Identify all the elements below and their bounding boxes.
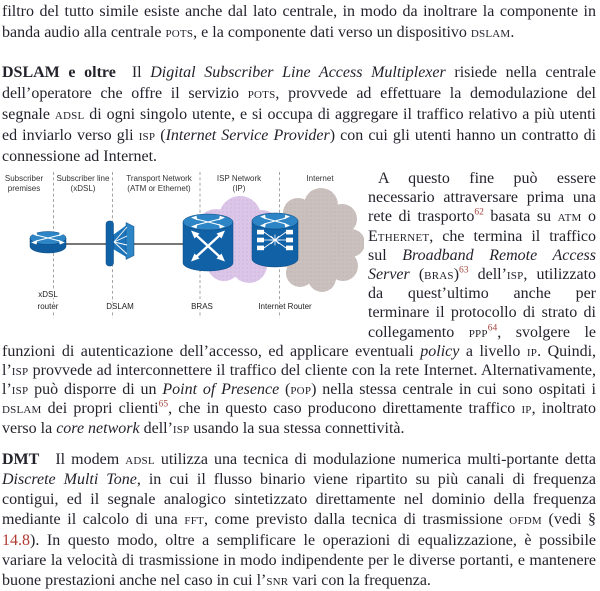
region-label-internet: Internet: [306, 174, 334, 183]
region-label-isp-network: ISP Network: [216, 174, 262, 183]
paragraph-intro: filtro del tutto simile esiste anche dal lato centrale, in modo da inoltrare la componente in banda audio alla centrale pots, e la componente dati verso un dispositivo dslam.: [2, 3, 596, 41]
region-label-subscriber-premises-2: premises: [7, 184, 41, 193]
region-label-transport-network: Transport Network: [126, 174, 192, 183]
region-label-transport-network-2: (ATM or Ethernet): [127, 184, 191, 193]
region-label-subscriber-line-2: (xDSL): [70, 184, 96, 193]
paragraph-transport-bras: A questo fine può essere necessario attraversare prima una rete di trasporto$^{62}$ basata su atm o Ethernet, che termina il traffico sul Broadband Remote Access Server (bras)$^{63}$ dell’isp, utilizzato da quest’ultimo anche per terminare il protocollo di strato di collegamento ppp$^{64}$, svolgere le funzioni di autenticazione dell’accesso, ed applicare eventuali policy a livello ip. Quindi, l’isp provvede ad interconnettere il traffico del cliente con la rete Internet. Alternativamente, l’isp può disporre di un Point of Presence (pop) nella stessa centrale in cui sono ospitati i dslam dei propri clienti$^{65}$, che in questo caso producono direttamente traffico ip, inoltrato verso la core network dell’isp usando la sua stessa connettività.: [2, 170, 597, 437]
footnote-ref[interactable]: 62: [474, 208, 484, 219]
footnote-ref[interactable]: 64: [487, 323, 498, 334]
footnote-ref[interactable]: 63: [459, 265, 469, 276]
xdsl-router-icon: [30, 232, 66, 254]
paragraph-dmt: DMT Il modem adsl utilizza una tecnica di modulazione numerica multi-portante detta Discrete Multi Tone, in cui il flusso binario viene ripartito su più canali di frequenza contigui, ed il segnale analogico sintetizzato direttamente nel dominio della frequenza mediante il calcolo di una fft, come previsto dalla tecnica di trasmissione ofdm (vedi § 14.8). In questo modo, oltre a semplificare le operazioni di equalizzazione, è possibile variare la velocità di trasmissione in modo indipendente per le diverse portanti, e mantenere buone prestazioni anche nel caso in cui l’snr vari con la frequenza.: [2, 450, 597, 590]
paragraph-dslam-e-oltre: DSLAM e oltre Il Digital Subscriber Line Access Multiplexer risiede nella centrale dell’operatore che offre il servizio pots, provvede ad effettuare la demodulazione del segnale adsl di ogni singolo utente, e si occupa di aggregare il traffico relativo a più utenti ed inviarlo verso gli isp (Internet Service Provider) con cui gli utenti hanno un contratto di connessione ad Internet.: [2, 64, 597, 165]
node-label-xdsl-router: router: [37, 302, 59, 311]
section-link[interactable]: 14.8: [2, 531, 30, 549]
node-label-bras: BRAS: [191, 302, 213, 311]
node-label-xdsl: xDSL: [38, 290, 58, 299]
region-label-subscriber-premises: Subscriber: [4, 174, 44, 183]
region-label-isp-network-2: (IP): [232, 184, 246, 193]
region-label-subscriber-line: Subscriber line: [56, 174, 110, 183]
footnote-ref[interactable]: 65: [158, 400, 169, 411]
node-label-dslam: DSLAM: [106, 302, 134, 311]
network-figure: [2, 171, 364, 321]
bras-router-icon: [183, 214, 233, 271]
internet-router-icon: [252, 213, 298, 267]
node-label-internet-router: Internet Router: [258, 302, 312, 311]
dslam-icon: [106, 221, 134, 266]
